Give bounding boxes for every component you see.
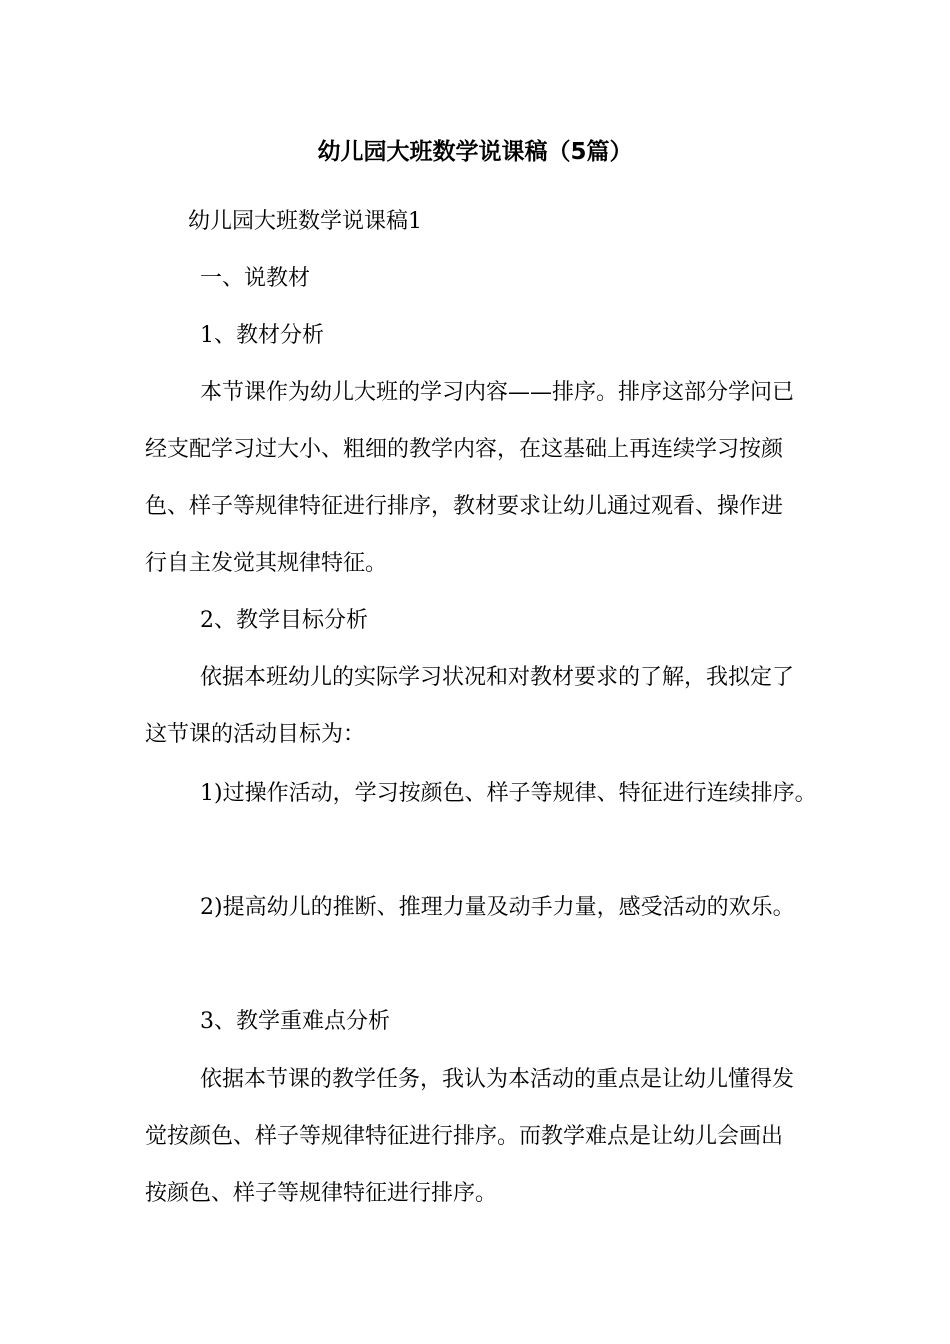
paragraph-line: 行自主发觉其规律特征。	[145, 551, 388, 576]
subsection-heading: 1、教材分析	[200, 323, 324, 348]
paragraph-line: 经支配学习过大小、粗细的教学内容，在这基础上再连续学习按颜	[145, 437, 784, 462]
paragraph-line: 本节课作为幼儿大班的学习内容——排序。排序这部分学问已	[200, 380, 795, 405]
subsection-heading: 3、教学重难点分析	[200, 1009, 390, 1034]
section-heading: 幼儿园大班数学说课稿1	[188, 209, 422, 234]
paragraph-line: 依据本节课的教学任务，我认为本活动的重点是让幼儿懂得发	[200, 1067, 795, 1092]
section-heading: 一、说教材	[200, 266, 311, 291]
paragraph-line: 这节课的活动目标为：	[145, 722, 366, 747]
paragraph-line: 按颜色、样子等规律特征进行排序。	[145, 1181, 498, 1206]
paragraph-line: 色、样子等规律特征进行排序，教材要求让幼儿通过观看、操作进	[145, 494, 784, 519]
paragraph-line: 依据本班幼儿的实际学习状况和对教材要求的了解，我拟定了	[200, 665, 795, 690]
document-title: 幼儿园大班数学说课稿（5篇）	[317, 139, 633, 165]
subsection-heading: 2、教学目标分析	[200, 608, 368, 633]
list-item: 2)提高幼儿的推断、推理力量及动手力量，感受活动的欢乐。	[200, 895, 795, 920]
list-item: 1)过操作活动，学习按颜色、样子等规律、特征进行连续排序。	[200, 781, 817, 806]
paragraph-line: 觉按颜色、样子等规律特征进行排序。而教学难点是让幼儿会画出	[145, 1124, 784, 1149]
